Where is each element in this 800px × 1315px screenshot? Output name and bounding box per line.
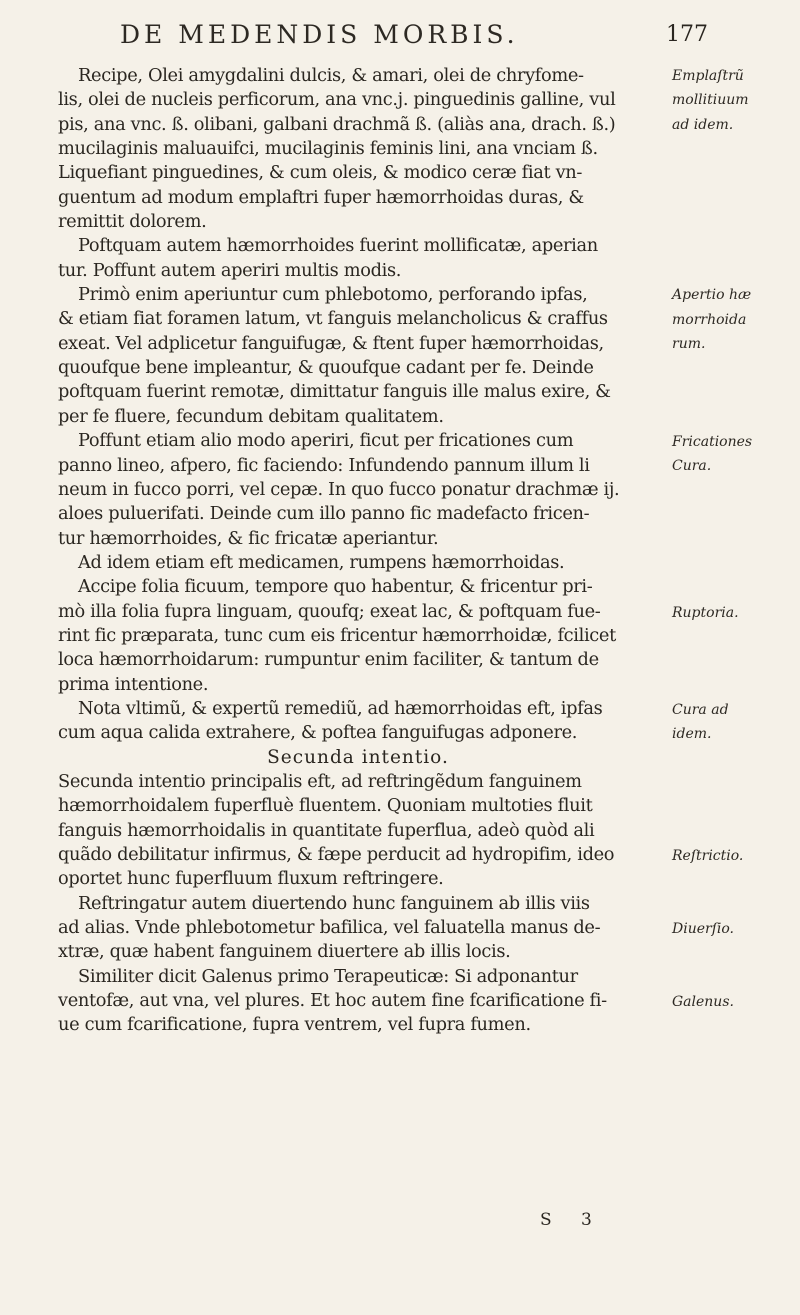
text-line: Nota vltimũ, & expertũ remediũ, ad hæmorrhoidas eft, ipfas [78,697,603,719]
page-number: 177 [666,22,708,47]
text-line: ue cum fcarificatione, fupra ventrem, vel fupra fumen. [58,1014,531,1036]
text-line: pis, ana vnc. ß. olibani, galbani drachmã ß. (aliàs ana, drach. ß.) [58,113,616,135]
text-line: fanguis hæmorrhoidalis in quantitate fuperflua, adeò quòd ali [58,819,595,841]
text-line: tur. Poffunt autem aperiri multis modis. [58,259,402,281]
margin-note: Reſtrictio. [672,848,744,864]
text-line: quoufque bene impleantur, & quoufque cadant per fe. Deinde [58,357,594,379]
text-line: Ad idem etiam eft medicamen, rumpens hæmorrhoidas. [78,551,565,573]
margin-note: Fricationes [672,434,753,450]
margin-note: rum. [672,336,706,352]
text-line: Recipe, Olei amygdalini dulcis, & amari, olei de chryfome- [78,65,584,86]
text-line: ventofæ, aut vna, vel plures. Et hoc autem fine fcarificatione fi- [58,990,607,1012]
signature-mark: S 3 [540,1210,604,1230]
section-heading: Secunda intentio. [267,746,449,768]
text-line: tur hæmorrhoides, & fic fricatæ aperiantur. [58,527,439,549]
margin-note: mollitiuum [672,92,749,108]
text-line: quãdo debilitatur infirmus, & fæpe perducit ad hydropifim, ideo [58,844,615,865]
margin-note: Cura ad [672,702,729,718]
text-line: xtræ, quæ habent fanguinem diuertere ab illis locis. [58,941,511,963]
text-line: poftquam fuerint remotæ, dimittatur fanguis ille malus exire, & [58,381,611,403]
text-line: loca hæmorrhoidarum: rumpuntur enim faciliter, & tantum de [58,649,599,671]
margin-note: ad idem. [672,117,734,133]
text-line: Similiter dicit Galenus primo Terapeuticæ: Si adponantur [78,965,578,987]
text-line: ad alias. Vnde phlebotometur bafilica, vel faluatella manus de- [58,917,601,939]
text-line: mucilaginis maluauifci, mucilaginis feminis lini, ana vnciam ß. [58,138,598,160]
text-line: Poftquam autem hæmorrhoides fuerint mollificatæ, aperian [78,235,598,257]
text-line: Secunda intentio principalis eft, ad reftringẽdum fanguinem [58,770,582,792]
text-line: guentum ad modum emplaftri fuper hæmorrhoidas duras, & [58,186,584,208]
margin-note: Cura. [672,458,712,474]
margin-note: Ruptoria. [672,605,739,621]
page-header [60,20,780,60]
margin-note: morrhoida [672,312,747,328]
text-line: rint fic præparata, tunc cum eis fricentur hæmorrhoidæ, fcilicet [58,624,616,646]
text-line: cum aqua calida extrahere, & poftea fanguifugas adponere. [58,722,578,744]
margin-note: Emplaſtrũ [672,68,744,84]
text-line: remittit dolorem. [58,211,207,233]
text-line: neum in fucco porri, vel cepæ. In quo fucco ponatur drachmæ ij. [58,478,620,500]
text-line: hæmorrhoidalem fuperfluè fluentem. Quoniam multoties fluit [58,795,593,817]
text-line: oportet hunc fuperfluum fluxum reftringere. [58,868,444,890]
running-title: DE MEDENDIS MORBIS. [120,20,519,49]
text-line: aloes puluerifati. Deinde cum illo panno fic madefacto fricen- [58,503,590,525]
text-line: mò illa folia fupra linguam, quoufq; exeat lac, & poftquam fue- [58,600,601,622]
text-line: Liquefiant pinguedines, & cum oleis, & modico ceræ fiat vn- [58,162,583,184]
text-line: panno lineo, afpero, fic faciendo: Infundendo pannum illum li [58,454,590,476]
text-line: Poffunt etiam alio modo aperiri, ficut per fricationes cum [78,430,574,452]
text-line: Accipe folia ficuum, tempore quo habentur, & fricentur pri- [78,576,593,598]
text-line: per fe fluere, fecundum debitam qualitatem. [58,405,444,427]
margin-note: idem. [672,726,712,742]
text-line: exeat. Vel adplicetur fanguifugæ, & ftent fuper hæmorrhoidas, [58,332,604,354]
text-line: lis, olei de nucleis perficorum, ana vnc.j. pinguedinis galline, vul [58,89,616,111]
margin-note: Apertio hæ [672,287,752,303]
main-text-block [58,64,658,1038]
text-line: prima intentione. [58,673,209,695]
text-line: Reftringatur autem diuertendo hunc fanguinem ab illis viis [78,892,590,914]
text-line: Primò enim aperiuntur cum phlebotomo, perforando ipfas, [78,284,588,306]
margin-note: Diuerſio. [672,921,734,937]
margin-note: Galenus. [672,994,734,1010]
text-line: & etiam fiat foramen latum, vt fanguis melancholicus & craffus [58,308,608,330]
